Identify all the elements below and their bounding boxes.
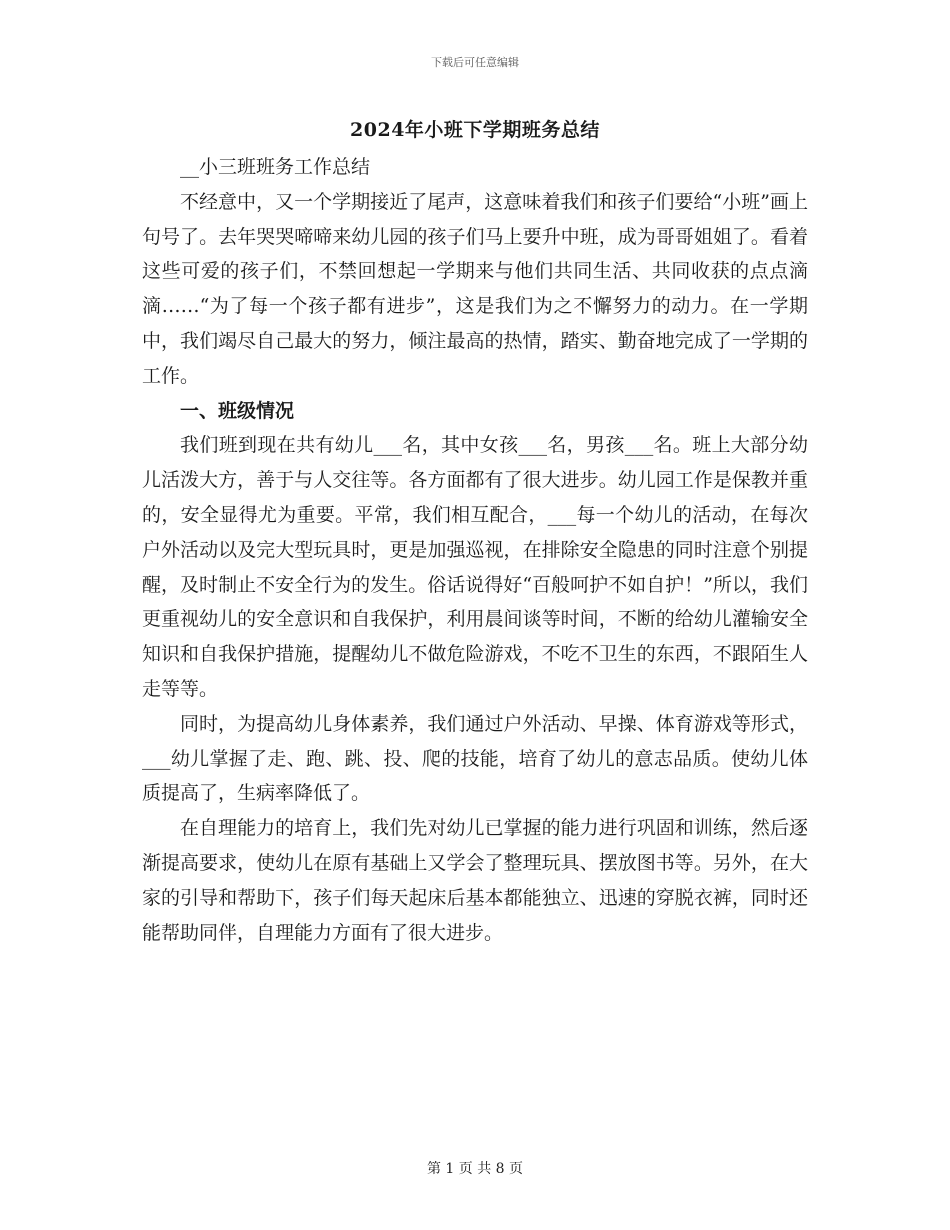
intro-paragraph: 不经意中，又一个学期接近了尾声，这意味着我们和孩子们要给“小班”画上句号了。去年哭哭啼啼来幼儿园的孩子们马上要升中班，成为哥哥姐姐了。看着这些可爱的孩子们，不禁回想起一学期来与他们共同生活、共同收获的点点滴滴……“为了每一个孩子都有进步”，这是我们为之不懈努力的动力。在一学期中，我们竭尽自己最大的努力，倾注最高的热情，踏实、勤奋地完成了一学期的工作。 (142, 190, 808, 387)
page-number-footer: 第 1 页 共 8 页 (426, 1161, 524, 1177)
physical-quality-paragraph: 同时，为提高幼儿身体素养，我们通过户外活动、早操、体育游戏等形式，___幼儿掌握了走、跑、跳、投、爬的技能，培育了幼儿的意志品质。使幼儿体质提高了，生病率降低了。 (142, 712, 808, 805)
section-heading-class-situation: 一、班级情况 (180, 399, 295, 422)
header-note: 下载后可任意编辑 (431, 56, 519, 69)
self-care-paragraph: 在自理能力的培育上，我们先对幼儿已掌握的能力进行巩固和训练，然后逐渐提高要求，使幼儿在原有基础上又学会了整理玩具、摆放图书等。另外，在大家的引导和帮助下，孩子们每天起床后基本都能独立、迅速的穿脱衣裤，同时还能帮助同伴，自理能力方面有了很大进步。 (142, 817, 808, 944)
subtitle-paragraph: __小三班班务工作总结 (180, 156, 371, 178)
document-body (142, 150, 808, 950)
class-situation-paragraph: 我们班到现在共有幼儿___名，其中女孩___名，男孩___名。班上大部分幼儿活泼大方，善于与人交往等。各方面都有了很大进步。幼儿园工作是保教并重的，安全显得尤为重要。平常，我们相互配合，___每一个幼儿的活动，在每次户外活动以及完大型玩具时，更是加强巡视，在排除安全隐患的同时注意个别提醒，及时制止不安全行为的发生。俗话说得好“百般呵护不如自护！”所以，我们更重视幼儿的安全意识和自我保护，利用晨间谈等时间，不断的给幼儿灌输安全知识和自我保护措施，提醒幼儿不做危险游戏，不吃不卫生的东西，不跟陌生人走等等。 (142, 434, 808, 700)
document-title: 2024年小班下学期班务总结 (350, 119, 600, 141)
